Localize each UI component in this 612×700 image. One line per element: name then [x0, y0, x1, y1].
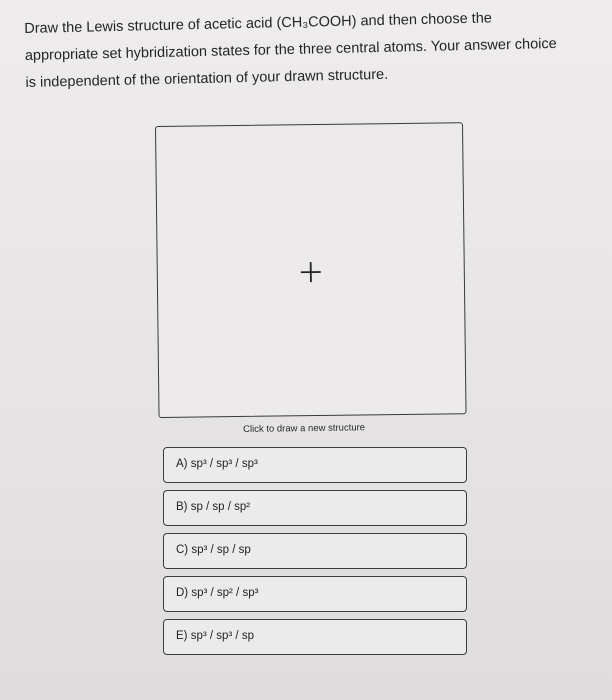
drawing-area-wrapper	[155, 122, 467, 418]
question-line-1: Draw the Lewis structure of acetic acid (CH₃COOH) and then choose the	[24, 10, 493, 37]
question-text	[24, 3, 598, 97]
option-d[interactable]	[163, 576, 467, 612]
option-d-label: D) sp³ / sp² / sp³	[176, 587, 259, 599]
question-line-3: is independent of the orientation of your drawn structure.	[25, 66, 389, 91]
option-a-label: A) sp³ / sp³ / sp³	[176, 458, 258, 470]
option-e-label: E) sp³ / sp³ / sp	[176, 630, 254, 642]
structure-drawing-canvas[interactable]	[155, 122, 467, 418]
option-b-label: B) sp / sp / sp²	[176, 501, 251, 513]
option-b[interactable]	[163, 490, 467, 526]
option-a[interactable]	[163, 447, 467, 483]
option-e[interactable]	[163, 619, 467, 655]
option-c[interactable]	[163, 533, 467, 569]
question-line-2: appropriate set hybridization states for the three central atoms. Your answer choice	[24, 35, 557, 64]
option-c-label: C) sp³ / sp / sp	[176, 544, 251, 556]
plus-icon[interactable]	[299, 260, 323, 284]
draw-structure-link[interactable]: Click to draw a new structure	[243, 422, 366, 435]
